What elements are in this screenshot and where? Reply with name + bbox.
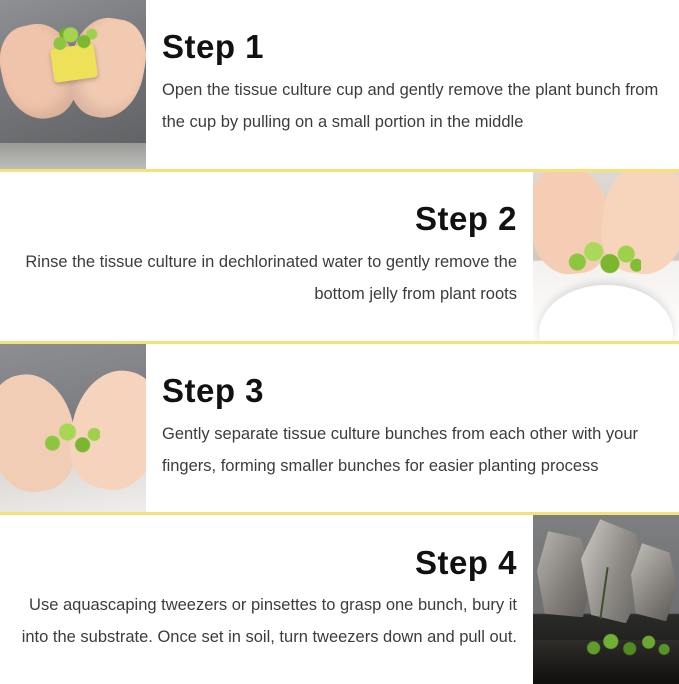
- step-1-text: [146, 0, 679, 169]
- step-1-photo: [0, 0, 146, 169]
- step-4-photo: [533, 515, 679, 684]
- step-2-body: Rinse the tissue culture in dechlorinated water to gently remove the bottom jelly from plant roots: [25, 252, 517, 303]
- step-4-title: Step 4: [414, 543, 517, 581]
- planted-bunches: [585, 622, 671, 658]
- step-4: [0, 515, 679, 684]
- plant-bunch: [42, 420, 100, 460]
- plant-bunch: [567, 238, 641, 278]
- step-1-title: Step 1: [162, 28, 265, 66]
- step-1-body: Open the tissue culture cup and gently remove the plant bunch from the cup by pulling on a small portion in the middle: [162, 81, 659, 132]
- step-1: [0, 0, 679, 169]
- step-3-text: [146, 344, 679, 513]
- step-4-text: [0, 515, 533, 684]
- step-2-photo: [533, 172, 679, 341]
- step-2-text: [0, 172, 533, 341]
- floor-strip: [0, 143, 146, 169]
- step-3-title: Step 3: [162, 371, 265, 409]
- step-2: [0, 172, 679, 341]
- aquascape-image: [533, 515, 679, 684]
- rinsing-plant-image: [533, 172, 679, 341]
- step-3: [0, 344, 679, 513]
- step-2-title: Step 2: [414, 200, 517, 238]
- step-3-body: Gently separate tissue culture bunches from each other with your fingers, forming smaller bunches for easier planting process: [162, 424, 638, 475]
- plant-bunch: [49, 22, 100, 57]
- hands-holding-cup-image: [0, 0, 146, 169]
- step-3-photo: [0, 344, 146, 513]
- separating-bunches-image: [0, 344, 146, 513]
- step-4-body: Use aquascaping tweezers or pinsettes to grasp one bunch, bury it into the substrate. Once set in soil, turn tweezers down and pull out.: [21, 596, 517, 647]
